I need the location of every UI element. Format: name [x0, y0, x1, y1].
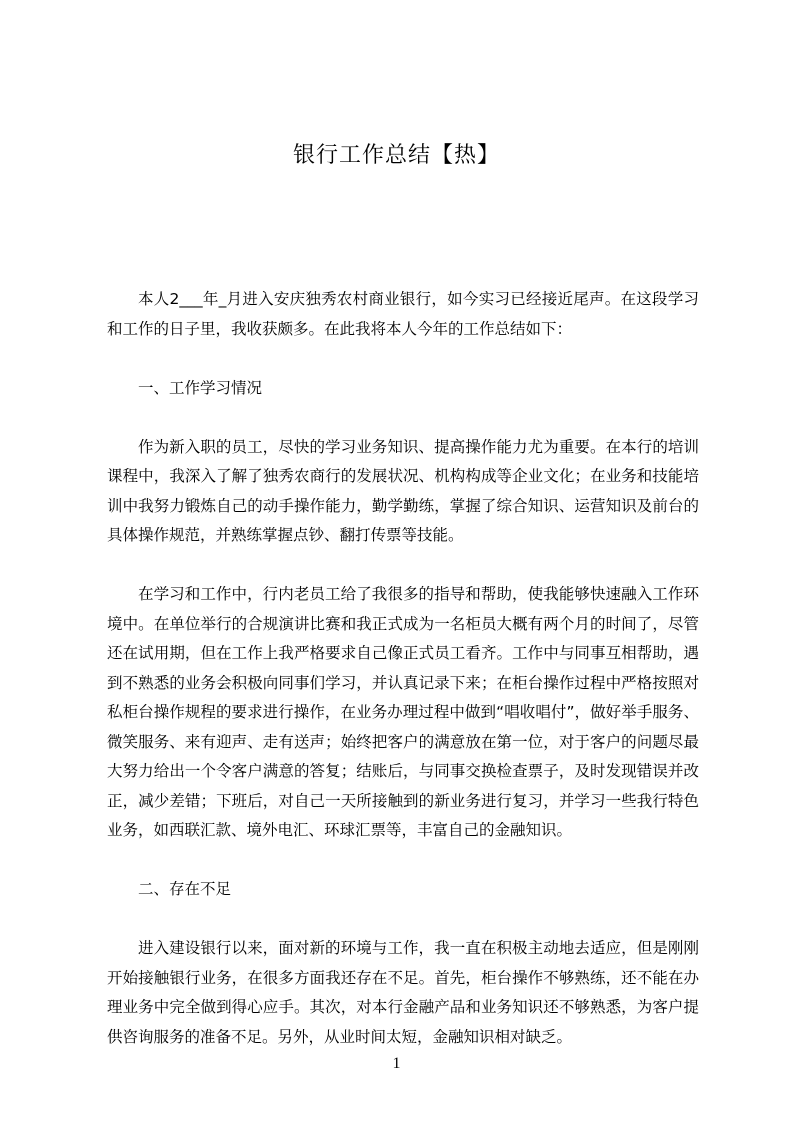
page-number: 1	[392, 1055, 401, 1072]
paragraph-work-experience: 在学习和工作中，行内老员工给了我很多的指导和帮助，使我能够快速融入工作环境中。在单位举行的合规演讲比赛和我正式成为一名柜员大概有两个月的时间了，尽管还在试用期，但在工作上我严格要求自己像正式员工看齐。工作中与同事互相帮助，遇到不熟悉的业务会积极向同事们学习，并认真记录下来；在柜台操作过程中严格按照对私柜台操作规程的要求进行操作，在业务办理过程中做到“唱收唱付”，做好举手服务、微笑服务、来有迎声、走有送声；始终把客户的满意放在第一位，对于客户的问题尽最大努力给出一个令客户满意的答复；结账后，与同事交换检查票子，及时发现错误并改正，减少差错；下班后，对自己一天所接触到的新业务进行复习，并学习一些我行特色业务，如西联汇款、境外电汇、环球汇票等，丰富自己的金融知识。	[107, 585, 699, 839]
section-heading-shortcomings: 二、存在不足	[138, 880, 232, 898]
intro-paragraph: 本人2___年_月进入安庆独秀农村商业银行，如今实习已经接近尾声。在这段学习和工作的日子里，我收获颇多。在此我将本人今年的工作总结如下：	[107, 290, 699, 338]
document-body	[107, 285, 699, 1082]
document-title: 银行工作总结【热】	[292, 143, 500, 168]
section-heading-work-study: 一、工作学习情况	[138, 378, 263, 397]
paragraph-training: 作为新入职的员工，尽快的学习业务知识、提高操作能力尤为重要。在本行的培训课程中，我深入了解了独秀农商行的发展状况、机构构成等企业文化；在业务和技能培训中我努力锻炼自己的动手操作能力，勤学勤练，掌握了综合知识、运营知识及前台的具体操作规范，并熟练掌握点钞、翻打传票等技能。	[107, 437, 699, 544]
paragraph-shortcomings: 进入建设银行以来，面对新的环境与工作，我一直在积极主动地去适应，但是刚刚开始接触银行业务，在很多方面我还存在不足。首先，柜台操作不够熟练，还不能在办理业务中完全做到得心应手。其次，对本行金融产品和业务知识还不够熟悉，为客户提供咨询服务的准备不足。另外，从业时间太短，金融知识相对缺乏。	[107, 939, 699, 1046]
